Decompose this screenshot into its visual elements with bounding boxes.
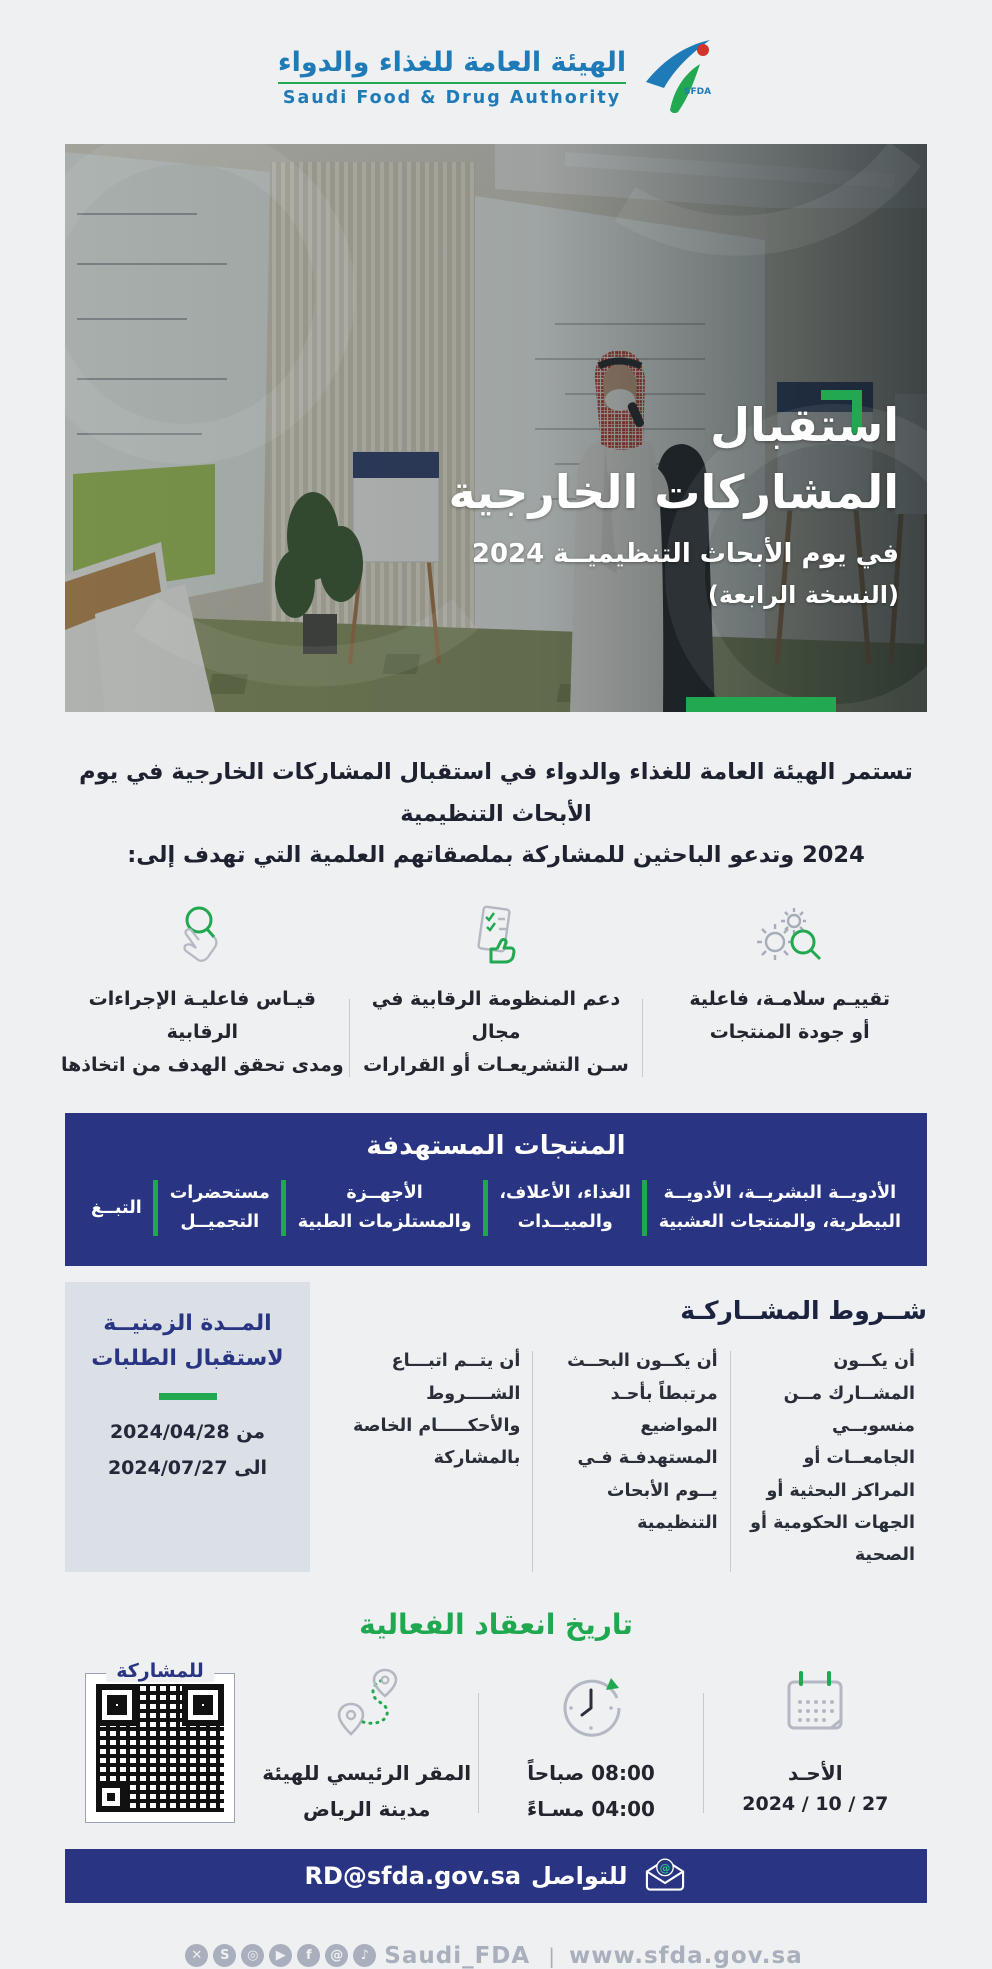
- event-date-section: [65, 1608, 927, 1823]
- product-line2: والمستلزمات الطبية: [297, 1212, 472, 1233]
- qr-label: للمشاركة: [106, 1660, 214, 1682]
- facebook-icon[interactable]: f: [297, 1944, 320, 1967]
- event-city: مدينة الرياض: [302, 1796, 431, 1821]
- condition-topic: أن يكــون البحــث مرتبطاً بأحـد المواضيع المستهدفـة فـي يــوم الأبحاث التنظيمية: [567, 1351, 718, 1533]
- goal-text-line1: دعم المنظومة الرقابية في مجال: [371, 987, 621, 1044]
- period-to-date: الى 2024/07/27: [107, 1456, 268, 1479]
- sfda-logo-text: [278, 47, 626, 108]
- youtube-icon[interactable]: ▶: [269, 1944, 292, 1967]
- goal-support-regulations: [350, 903, 643, 1083]
- goal-text: [350, 983, 643, 1083]
- product-medicines: [659, 1179, 901, 1239]
- product-line1: الأجهــزة: [346, 1182, 423, 1203]
- goal-text: [643, 983, 936, 1050]
- website-link[interactable]: www.sfda.gov.sa: [568, 1942, 803, 1969]
- condition-terms: أن يتــم اتبـــاع الشــــروط والأحكـــــام الخاصة بالمشاركة: [352, 1351, 521, 1469]
- green-separator: [281, 1180, 286, 1236]
- hero-title-line2: المشاركات الخارجية: [448, 464, 899, 519]
- goal-text-line1: تقييـم سلامـة، فاعلية: [689, 987, 890, 1010]
- targeted-products-title: المنتجات المستهدفة: [366, 1130, 626, 1161]
- green-separator: [153, 1180, 158, 1236]
- social-handle[interactable]: Saudi_FDA: [384, 1942, 531, 1969]
- sfda-logo-mark-icon: [640, 36, 714, 118]
- intro-paragraph: [56, 752, 936, 877]
- instagram-icon[interactable]: ◎: [241, 1944, 264, 1967]
- conditions-main: [336, 1282, 927, 1572]
- hero-subtitle: في يوم الأبحاث التنظيميــة 2024: [471, 539, 899, 570]
- green-separator: [483, 1180, 488, 1236]
- product-line2: البيطرية، والمنتجات العشبية: [658, 1212, 901, 1233]
- submission-period-box: [65, 1282, 310, 1572]
- magnifier-hand-icon: [56, 903, 349, 969]
- footer: [0, 1943, 992, 1969]
- event-row: [65, 1659, 927, 1823]
- event-location-block: [255, 1663, 478, 1821]
- hero-title: [449, 392, 899, 609]
- product-line1: الغذاء، الأعلاف،: [499, 1182, 631, 1203]
- event-venue: المقر الرئيسي للهيئة: [262, 1760, 472, 1785]
- green-separator: [642, 1180, 647, 1236]
- contact-bar: [65, 1849, 927, 1903]
- product-line1: التبــغ: [91, 1197, 142, 1218]
- period-title: [81, 1306, 294, 1376]
- gears-magnifier-icon: [643, 903, 936, 969]
- footer-separator: |: [548, 1943, 555, 1968]
- green-accent-bar: [686, 697, 836, 712]
- product-tobacco: [91, 1194, 142, 1224]
- period-title-line2: لاستقبال الطلبات: [91, 1346, 284, 1372]
- targeted-products-banner: [65, 1113, 927, 1267]
- participation-conditions-section: [65, 1282, 927, 1572]
- hero-banner: [65, 144, 927, 712]
- vertical-divider: [478, 1693, 479, 1813]
- contact-email[interactable]: RD@sfda.gov.sa: [304, 1861, 522, 1890]
- goal-text-line2: أو جودة المنتجات: [709, 1021, 870, 1044]
- svg-text:@: @: [659, 1861, 670, 1875]
- logo-english-title: Saudi Food & Drug Authority: [282, 87, 622, 108]
- email-envelope-icon: [642, 1855, 688, 1897]
- event-time-block: [479, 1663, 702, 1821]
- threads-icon[interactable]: @: [325, 1944, 348, 1967]
- condition-affiliation: أن يكــون المشــارك مــن منسوبــي الجامعــات أو المراكز البحثية أو الجهات الحكومية أو الصحية: [750, 1351, 915, 1566]
- x-icon[interactable]: ✕: [185, 1944, 208, 1967]
- goal-text-line2: سـن التشريعـات أو القرارات: [363, 1054, 629, 1077]
- goal-text: [56, 983, 349, 1083]
- contact-text: [304, 1862, 627, 1890]
- period-from-date: من 2024/04/28: [109, 1420, 266, 1443]
- goal-text-line1: قيـاس فاعليـة الإجراءات الرقابية: [88, 987, 316, 1044]
- event-time-pm: 04:00 مسـاءً: [527, 1796, 655, 1821]
- header: [0, 0, 992, 118]
- products-row: [91, 1179, 901, 1239]
- location-pin-icon: [255, 1663, 478, 1749]
- calendar-icon: [704, 1663, 927, 1749]
- intro-line2: 2024 وتدعو الباحثين للمشاركة بملصقاتهم العلمية التي تهدف إلى:: [127, 842, 865, 869]
- product-line2: والمبيــدات: [517, 1212, 613, 1233]
- product-line2: التجميــل: [180, 1212, 260, 1233]
- hero-title-line1: استقبال: [710, 398, 899, 452]
- product-line1: مستحضرات: [169, 1182, 270, 1203]
- qr-block: [65, 1659, 255, 1823]
- conditions-row: [336, 1345, 927, 1572]
- vertical-divider: [730, 1351, 731, 1572]
- event-day: الأحـد: [788, 1760, 843, 1785]
- event-day-block: [704, 1663, 927, 1815]
- event-date: 27 / 10 / 2024: [742, 1792, 889, 1815]
- conditions-title: شــروط المشــاركـة: [680, 1296, 927, 1326]
- period-title-line1: المــدة الزمنيــة: [103, 1311, 272, 1337]
- vertical-divider: [703, 1693, 704, 1813]
- social-icons: [185, 1944, 376, 1967]
- product-cosmetics: [170, 1179, 270, 1239]
- checklist-approval-icon: [350, 903, 643, 969]
- svg-text:SFDA: SFDA: [684, 87, 712, 97]
- product-medical-devices: [298, 1179, 472, 1239]
- green-dash: [159, 1393, 217, 1400]
- logo-arabic-title: الهيئة العامة للغذاء والدواء: [278, 47, 626, 84]
- clock-icon: [479, 1663, 702, 1749]
- event-date-title: تاريخ انعقاد الفعالية: [359, 1607, 633, 1641]
- goals-row: [56, 903, 936, 1083]
- vertical-divider: [349, 999, 350, 1077]
- intro-line1: تستمر الهيئة العامة للغذاء والدواء في استقبال المشاركات الخارجية في يوم الأبحاث التنظيمية: [79, 759, 913, 827]
- vertical-divider: [642, 999, 643, 1077]
- product-food-feed: [499, 1179, 631, 1239]
- snapchat-icon[interactable]: S: [213, 1944, 236, 1967]
- goal-text-line2: ومدى تحقق الهدف من اتخاذها: [60, 1054, 344, 1077]
- tiktok-icon[interactable]: ♪: [353, 1944, 376, 1967]
- goal-measure-effectiveness: [56, 903, 349, 1083]
- vertical-divider: [532, 1351, 533, 1572]
- product-line1: الأدويــة البشريــة، الأدويــة: [663, 1182, 897, 1203]
- event-time-am: 08:00 صباحاً: [527, 1760, 655, 1785]
- hero-edition: (النسخة الرابعة): [707, 581, 899, 610]
- contact-label: للتواصل: [531, 1861, 628, 1890]
- goal-evaluate-products: [643, 903, 936, 1050]
